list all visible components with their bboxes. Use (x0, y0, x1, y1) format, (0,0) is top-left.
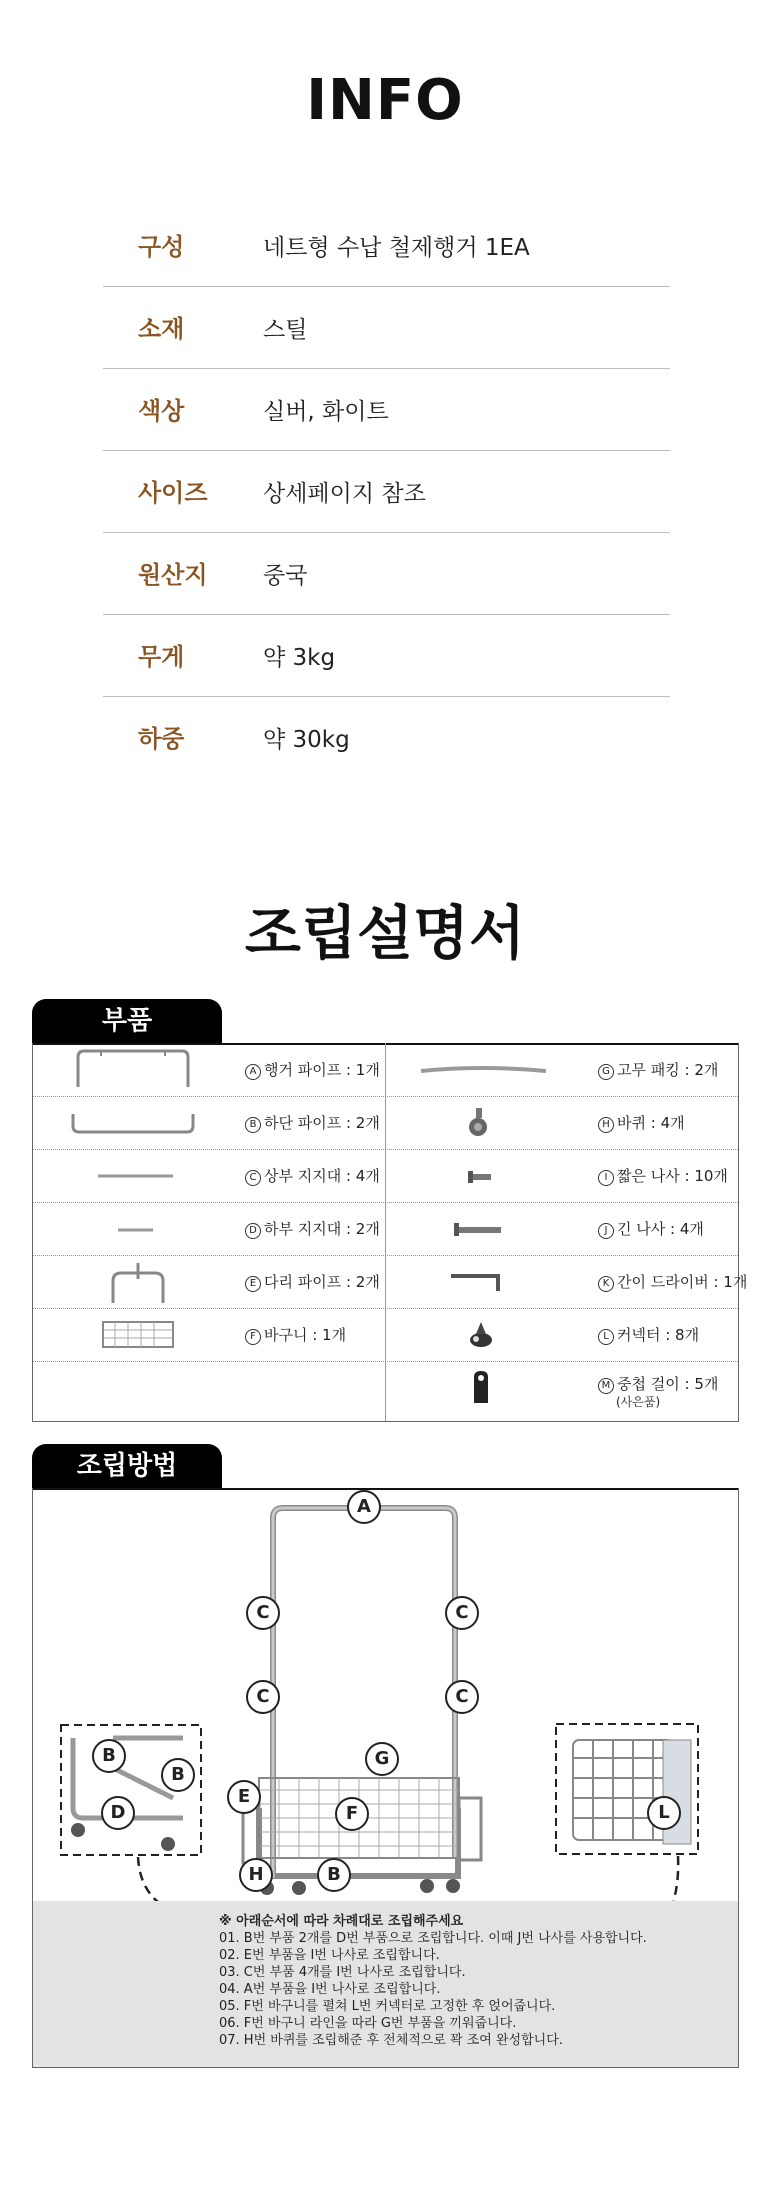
part-connector (386, 1308, 738, 1361)
part-letter: H (598, 1117, 614, 1133)
assembly-tab: 조립방법 (32, 1444, 222, 1488)
part-basket (33, 1308, 385, 1361)
part-bottom-pipe (33, 1096, 385, 1149)
part-text: 간이 드라이버 : 1개 (617, 1273, 748, 1291)
connector-left (138, 1857, 218, 1901)
diagram-label-b: B (92, 1739, 126, 1773)
info-value: 상세페이지 참조 (263, 481, 426, 507)
instruction-note: ※ 아래순서에 따라 차례대로 조립해주세요 (219, 1914, 464, 1929)
info-row (103, 205, 670, 287)
info-row (103, 697, 670, 778)
part-sub: (사은품) (616, 1395, 661, 1409)
info-row (103, 451, 670, 533)
instruction-step: 07. H번 바퀴를 조립해준 후 전체적으로 꽉 조여 완성합니다. (219, 2033, 563, 2048)
parts-row (33, 1043, 738, 1097)
diagram-label-f: F (335, 1797, 369, 1831)
diagram-label-l: L (647, 1796, 681, 1830)
part-text: 하단 파이프 : 2개 (264, 1114, 380, 1132)
part-label (598, 1165, 728, 1186)
bottom-pipe-icon (53, 1100, 203, 1145)
part-text: 상부 지지대 : 4개 (264, 1167, 380, 1185)
part-letter: K (598, 1276, 614, 1292)
info-label: 사이즈 (138, 479, 208, 507)
info-row (103, 533, 670, 615)
part-letter: F (245, 1329, 261, 1345)
info-label: 하중 (138, 725, 185, 753)
part-empty (33, 1361, 385, 1414)
manual-title: 조립설명서 (244, 899, 526, 967)
part-label (598, 1324, 699, 1345)
part-text: 짧은 나사 : 10개 (617, 1167, 728, 1185)
info-value: 실버, 화이트 (263, 399, 389, 425)
info-value: 스틸 (263, 317, 308, 343)
part-text: 커넥터 : 8개 (617, 1326, 700, 1344)
part-label (598, 1373, 718, 1410)
info-value: 약 3kg (263, 645, 336, 671)
diagram-label-d: D (101, 1796, 135, 1830)
info-label: 원산지 (138, 561, 208, 589)
diagram-label-c: C (445, 1596, 479, 1630)
part-letter: G (598, 1064, 614, 1080)
part-lower-support (33, 1202, 385, 1255)
instruction-step: 05. F번 바구니를 펼쳐 L번 커넥터로 고정한 후 얹어줍니다. (219, 1999, 556, 2014)
hook-tag-icon (406, 1365, 556, 1410)
part-caster-wheel (386, 1096, 738, 1149)
info-row (103, 615, 670, 697)
info-label: 색상 (138, 397, 185, 425)
diagram-label-a: A (347, 1490, 381, 1524)
part-label (245, 1218, 380, 1239)
info-row (103, 369, 670, 451)
part-label (598, 1271, 747, 1292)
assembly-diagram (33, 1488, 738, 1901)
part-label (245, 1165, 380, 1186)
connector-icon (406, 1312, 556, 1357)
hanger-pipe-icon (53, 1047, 203, 1092)
info-value: 중국 (263, 563, 308, 589)
parts-table (32, 1043, 748, 1422)
part-text: 고무 패킹 : 2개 (617, 1061, 719, 1079)
assembly-instructions (219, 1913, 647, 2049)
instruction-step: 04. A번 부품을 I번 나사로 조립합니다. (219, 1982, 441, 1997)
instruction-step: 06. F번 바구니 라인을 따라 G번 부품을 끼워줍니다. (219, 2016, 517, 2031)
diagram-label-g: G (365, 1742, 399, 1776)
part-label (245, 1112, 380, 1133)
diagram-label-c: C (246, 1596, 280, 1630)
hex-key-icon (406, 1259, 556, 1304)
diagram-label-b: B (317, 1858, 351, 1892)
part-short-screw (386, 1149, 738, 1202)
part-upper-support (33, 1149, 385, 1202)
info-row (103, 287, 670, 369)
upper-support-icon (53, 1153, 203, 1198)
part-text: 다리 파이프 : 2개 (264, 1273, 380, 1291)
part-text: 바퀴 : 4개 (617, 1114, 685, 1132)
parts-tab: 부품 (32, 999, 222, 1043)
connector-right (553, 1856, 678, 1901)
part-text: 행거 파이프 : 1개 (264, 1061, 380, 1079)
info-label: 소재 (138, 315, 185, 343)
part-letter: A (245, 1064, 261, 1080)
instruction-step: 01. B번 부품 2개를 D번 부품으로 조립합니다. 이때 J번 나사를 사용합니다. (219, 1931, 647, 1946)
part-long-screw (386, 1202, 738, 1255)
info-label: 구성 (138, 233, 185, 261)
wheels-illustration (260, 1879, 460, 1895)
info-value: 네트형 수납 철제행거 1EA (263, 235, 530, 261)
part-hanger-pipe (33, 1043, 385, 1096)
part-label (598, 1218, 704, 1239)
part-hex-key (386, 1255, 748, 1308)
part-label (598, 1059, 718, 1080)
part-hook-tag (386, 1361, 738, 1414)
part-letter: B (245, 1117, 261, 1133)
diagram-label-c: C (445, 1680, 479, 1714)
assembly-panel (32, 1488, 739, 2068)
diagram-label-h: H (239, 1858, 273, 1892)
part-letter: C (245, 1170, 261, 1186)
long-screw-icon (406, 1206, 556, 1251)
diagram-label-b: B (161, 1758, 195, 1792)
part-label (245, 1059, 380, 1080)
part-letter: I (598, 1170, 614, 1186)
parts-row (33, 1202, 738, 1256)
part-letter: J (598, 1223, 614, 1239)
parts-row (33, 1308, 738, 1362)
info-label: 무게 (138, 643, 185, 671)
instruction-step: 03. C번 부품 4개를 I번 나사로 조립합니다. (219, 1965, 466, 1980)
part-label (245, 1324, 346, 1345)
parts-row (33, 1149, 738, 1203)
part-label (598, 1112, 685, 1133)
part-letter: L (598, 1329, 614, 1345)
part-letter: D (245, 1223, 261, 1239)
part-letter: E (245, 1276, 261, 1292)
part-rubber-packing (386, 1043, 738, 1096)
parts-row (33, 1096, 738, 1150)
basket-icon (53, 1312, 203, 1357)
short-screw-icon (406, 1153, 556, 1198)
part-text: 하부 지지대 : 2개 (264, 1220, 380, 1238)
parts-row (33, 1255, 748, 1309)
info-title: INFO (306, 68, 464, 133)
parts-row (33, 1361, 738, 1421)
part-letter: M (598, 1378, 614, 1394)
leg-pipe-icon (53, 1259, 203, 1304)
part-text: 긴 나사 : 4개 (617, 1220, 704, 1238)
diagram-label-c: C (246, 1680, 280, 1714)
part-label (245, 1271, 380, 1292)
caster-wheel-icon (406, 1100, 556, 1145)
info-value: 약 30kg (263, 727, 350, 753)
instruction-step: 02. E번 부품을 I번 나사로 조립합니다. (219, 1948, 440, 1963)
info-table (103, 205, 670, 778)
part-text: 중첩 걸이 : 5개 (617, 1375, 719, 1393)
diagram-label-e: E (227, 1780, 261, 1814)
part-leg-pipe (33, 1255, 385, 1308)
lower-support-icon (53, 1206, 203, 1251)
rubber-packing-icon (406, 1047, 556, 1092)
part-text: 바구니 : 1개 (264, 1326, 347, 1344)
